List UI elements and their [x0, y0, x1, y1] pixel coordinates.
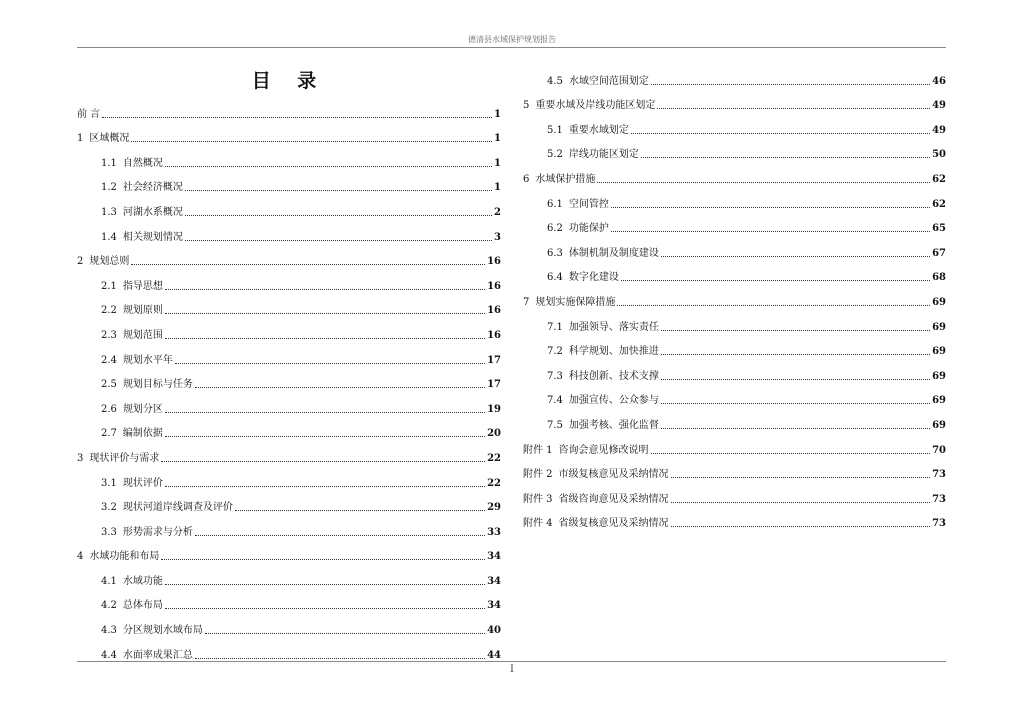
toc-entry-page: 2: [494, 206, 501, 218]
toc-entry-label: 空间管控: [568, 198, 609, 210]
toc-entry[interactable]: [77, 539, 501, 564]
toc-entry-page: 33: [487, 526, 501, 538]
toc-entry[interactable]: [77, 588, 501, 613]
toc-entry-page: 17: [487, 379, 501, 391]
toc-entry[interactable]: [77, 145, 501, 170]
toc-leader-dots: [661, 379, 930, 380]
toc-entry-page: 50: [932, 149, 946, 161]
toc-column-right: [523, 63, 946, 530]
toc-entry[interactable]: [523, 383, 946, 408]
toc-entry-label: 水域功能: [122, 575, 163, 587]
toc-entry-number: 3.3: [101, 526, 117, 538]
toc-entry-label: 市级复核意见及采纳情况: [558, 469, 669, 481]
toc-entry-page: 29: [487, 502, 501, 514]
toc-entry-label: 加强考核、强化监督: [568, 419, 659, 431]
toc-leader-dots: [195, 535, 485, 536]
toc-entry-number: 1.1: [101, 157, 117, 169]
toc-entry-label: 科学规划、加快推进: [568, 346, 659, 358]
toc-entry[interactable]: [77, 465, 501, 490]
toc-entry-number: 3.1: [101, 477, 117, 489]
toc-leader-dots: [661, 256, 930, 257]
toc-entry-label: 省级咨询意见及采纳情况: [558, 493, 669, 505]
toc-entry-number: 5: [523, 100, 530, 112]
toc-entry-page: 17: [487, 354, 501, 366]
toc-entry-number: 2.4: [101, 354, 117, 366]
toc-entry[interactable]: [77, 367, 501, 392]
toc-entry[interactable]: [523, 481, 946, 506]
toc-entry-number: 2.7: [101, 428, 117, 440]
toc-entry-number: 6.3: [547, 247, 563, 259]
toc-entry-page: 34: [487, 600, 501, 612]
toc-entry-number: 附件 2: [523, 469, 553, 481]
toc-entry[interactable]: [523, 186, 946, 211]
toc-title: 目 录: [251, 70, 327, 92]
toc-leader-dots: [161, 461, 485, 462]
toc-leader-dots: [661, 330, 930, 331]
toc-leader-dots: [611, 231, 930, 232]
toc-entry-label: 现状评价与需求: [89, 452, 160, 464]
toc-column-left: [77, 96, 501, 662]
toc-entry-page: 73: [932, 469, 946, 481]
toc-entry-number: 附件 3: [523, 493, 553, 505]
toc-entry-page: 34: [487, 575, 501, 587]
toc-leader-dots: [165, 289, 485, 290]
toc-entry-label: 形势需求与分析: [122, 526, 193, 538]
toc-entry-number: 1.2: [101, 182, 117, 194]
toc-entry[interactable]: [523, 260, 946, 285]
toc-entry-page: 49: [932, 100, 946, 112]
toc-entry-label: 重要水域及岸线功能区划定: [535, 100, 656, 112]
toc-entry-label: 分区规划水域布局: [122, 625, 203, 637]
toc-entry-number: 4: [77, 551, 84, 563]
toc-entry[interactable]: [523, 457, 946, 482]
toc-entry-number: 6.4: [547, 272, 563, 284]
toc-entry-label: 科技创新、技术支撑: [568, 370, 659, 382]
toc-entry-label: 水面率成果汇总: [122, 649, 193, 661]
toc-leader-dots: [661, 354, 930, 355]
toc-leader-dots: [185, 240, 492, 241]
toc-entry[interactable]: [77, 244, 501, 269]
footer-rule: [77, 661, 946, 662]
toc-entry[interactable]: [523, 161, 946, 186]
toc-entry-label: 河湖水系概况: [122, 206, 183, 218]
toc-entry[interactable]: [77, 268, 501, 293]
toc-leader-dots: [165, 584, 485, 585]
toc-entry[interactable]: [523, 334, 946, 359]
toc-entry-number: 3: [77, 452, 84, 464]
toc-entry[interactable]: [523, 63, 946, 88]
toc-entry-label: 加强宣传、公众参与: [568, 395, 659, 407]
toc-entry-label: 体制机制及制度建设: [568, 247, 659, 259]
toc-entry-number: 1.3: [101, 206, 117, 218]
toc-entry-label: 规划原则: [122, 305, 163, 317]
toc-leader-dots: [671, 526, 931, 527]
toc-entry-label: 咨询会意见修改说明: [558, 444, 649, 456]
toc-entry-page: 44: [487, 649, 501, 661]
toc-entry[interactable]: [77, 219, 501, 244]
toc-entry[interactable]: [77, 563, 501, 588]
toc-entry-number: 4.3: [101, 625, 117, 637]
toc-entry-number: 3.2: [101, 502, 117, 514]
toc-entry-number: 1.4: [101, 231, 117, 243]
toc-leader-dots: [661, 428, 930, 429]
toc-leader-dots: [165, 313, 485, 314]
toc-entry-label: 区域概况: [89, 133, 130, 145]
toc-entry[interactable]: [523, 309, 946, 334]
toc-leader-dots: [195, 658, 485, 659]
toc-entry-label: 现状河道岸线调查及评价: [122, 502, 233, 514]
toc-entry[interactable]: [77, 293, 501, 318]
toc-entry-page: 69: [932, 346, 946, 358]
toc-leader-dots: [165, 486, 485, 487]
toc-entry-number: 2.1: [101, 280, 117, 292]
toc-entry[interactable]: [523, 407, 946, 432]
toc-entry-page: 69: [932, 321, 946, 333]
toc-entry-page: 1: [494, 157, 501, 169]
toc-entry-label: 加强领导、落实责任: [568, 321, 659, 333]
toc-entry[interactable]: [523, 358, 946, 383]
toc-entry-label: 水域功能和布局: [89, 551, 160, 563]
toc-entry-number: 4.2: [101, 600, 117, 612]
toc-entry-number: 2.6: [101, 403, 117, 415]
toc-entry-number: 4.4: [101, 649, 117, 661]
toc-entry-page: 73: [932, 493, 946, 505]
toc-leader-dots: [185, 190, 492, 191]
toc-entry[interactable]: [77, 194, 501, 219]
toc-entry-label: 省级复核意见及采纳情况: [558, 518, 669, 530]
toc-entry[interactable]: [77, 96, 501, 121]
toc-entry[interactable]: [523, 235, 946, 260]
toc-entry-label: 规划水平年: [122, 354, 173, 366]
toc-entry-number: 7.1: [547, 321, 563, 333]
toc-entry[interactable]: [77, 391, 501, 416]
page-number: I: [510, 664, 514, 675]
toc-entry-page: 16: [487, 280, 501, 292]
toc-leader-dots: [235, 510, 485, 511]
toc-leader-dots: [185, 215, 492, 216]
toc-entry-label: 指导思想: [122, 280, 163, 292]
toc-entry-number: 2.5: [101, 379, 117, 391]
toc-entry-page: 16: [487, 256, 501, 268]
toc-entry-label: 编制依据: [122, 428, 163, 440]
toc-entry[interactable]: [77, 121, 501, 146]
toc-entry-page: 49: [932, 124, 946, 136]
toc-entry-page: 70: [932, 444, 946, 456]
toc-entry-number: 2.2: [101, 305, 117, 317]
toc-leader-dots: [641, 157, 930, 158]
toc-leader-dots: [165, 338, 485, 339]
toc-leader-dots: [661, 403, 930, 404]
toc-entry-page: 19: [487, 403, 501, 415]
toc-entry-label: 规划总则: [89, 256, 130, 268]
toc-entry[interactable]: [523, 432, 946, 457]
toc-entry-page: 46: [932, 75, 946, 87]
toc-entry-label: 规划目标与任务: [122, 379, 193, 391]
toc-leader-dots: [651, 453, 931, 454]
toc-entry-label: 岸线功能区划定: [568, 149, 639, 161]
toc-entry-label: 现状评价: [122, 477, 163, 489]
toc-entry-label: 规划分区: [122, 403, 163, 415]
toc-entry-page: 22: [487, 477, 501, 489]
toc-entry[interactable]: [523, 284, 946, 309]
toc-entry[interactable]: [77, 440, 501, 465]
toc-entry-page: 69: [932, 419, 946, 431]
toc-entry-page: 73: [932, 518, 946, 530]
toc-leader-dots: [175, 363, 485, 364]
toc-leader-dots: [165, 608, 485, 609]
toc-entry-label: 相关规划情况: [122, 231, 183, 243]
toc-leader-dots: [165, 412, 485, 413]
toc-entry[interactable]: [523, 506, 946, 531]
toc-entry-number: 2.3: [101, 329, 117, 341]
toc-entry-number: 4.1: [101, 575, 117, 587]
toc-entry-number: 2: [77, 256, 84, 268]
toc-leader-dots: [651, 84, 930, 85]
toc-entry-label: 功能保护: [568, 223, 609, 235]
running-header: 德清县水域保护规划报告: [468, 35, 556, 44]
toc-entry-label: 水域空间范围划定: [568, 75, 649, 87]
toc-leader-dots: [165, 166, 492, 167]
toc-entry-number: 4.5: [547, 75, 563, 87]
toc-entry-label: 重要水域划定: [568, 124, 629, 136]
toc-entry[interactable]: [77, 514, 501, 539]
toc-entry-page: 69: [932, 296, 946, 308]
toc-leader-dots: [102, 117, 492, 118]
toc-entry-page: 68: [932, 272, 946, 284]
toc-entry-number: 5.1: [547, 124, 563, 136]
toc-entry[interactable]: [77, 170, 501, 195]
toc-leader-dots: [611, 207, 930, 208]
toc-entry-label: 数字化建设: [568, 272, 619, 284]
toc-entry-number: 6.1: [547, 198, 563, 210]
toc-entry-page: 34: [487, 551, 501, 563]
toc-entry-page: 20: [487, 428, 501, 440]
toc-entry[interactable]: [77, 637, 501, 662]
toc-entry[interactable]: [77, 317, 501, 342]
toc-entry[interactable]: [77, 416, 501, 441]
toc-entry-label: 社会经济概况: [122, 182, 183, 194]
toc-entry-label: 前 言: [77, 108, 101, 120]
toc-entry-number: 附件 4: [523, 518, 553, 530]
toc-entry-number: 7.2: [547, 346, 563, 358]
toc-entry[interactable]: [523, 112, 946, 137]
toc-entry-page: 16: [487, 329, 501, 341]
toc-entry-page: 16: [487, 305, 501, 317]
toc-entry-number: 7.3: [547, 370, 563, 382]
toc-leader-dots: [165, 436, 485, 437]
toc-entry-number: 附件 1: [523, 444, 553, 456]
toc-entry-page: 69: [932, 395, 946, 407]
toc-leader-dots: [621, 280, 930, 281]
toc-entry-number: 7: [523, 296, 530, 308]
toc-entry-label: 规划实施保障措施: [535, 296, 616, 308]
toc-entry-number: 6.2: [547, 223, 563, 235]
toc-entry[interactable]: [77, 490, 501, 515]
toc-leader-dots: [131, 141, 492, 142]
toc-leader-dots: [161, 559, 485, 560]
toc-entry-page: 22: [487, 452, 501, 464]
toc-leader-dots: [671, 502, 931, 503]
toc-entry-page: 62: [932, 173, 946, 185]
toc-leader-dots: [657, 108, 930, 109]
toc-entry[interactable]: [523, 211, 946, 236]
toc-entry-page: 3: [494, 231, 501, 243]
toc-entry[interactable]: [523, 88, 946, 113]
toc-leader-dots: [671, 477, 931, 478]
toc-entry-label: 水域保护措施: [535, 173, 596, 185]
toc-entry-number: 1: [77, 133, 84, 145]
toc-entry[interactable]: [523, 137, 946, 162]
toc-entry-page: 62: [932, 198, 946, 210]
toc-entry-page: 69: [932, 370, 946, 382]
toc-leader-dots: [205, 633, 485, 634]
toc-entry[interactable]: [77, 612, 501, 637]
toc-entry-label: 总体布局: [122, 600, 163, 612]
toc-leader-dots: [597, 182, 930, 183]
toc-entry-label: 规划范围: [122, 329, 163, 341]
toc-entry-page: 1: [494, 133, 501, 145]
toc-entry-number: 7.5: [547, 419, 563, 431]
toc-entry-page: 67: [932, 247, 946, 259]
toc-entry-number: 6: [523, 173, 530, 185]
toc-entry-label: 自然概况: [122, 157, 163, 169]
toc-entry-number: 5.2: [547, 149, 563, 161]
toc-entry[interactable]: [77, 342, 501, 367]
toc-leader-dots: [617, 305, 930, 306]
toc-entry-page: 1: [494, 182, 501, 194]
toc-entry-page: 40: [487, 625, 501, 637]
toc-leader-dots: [195, 387, 485, 388]
toc-entry-page: 65: [932, 223, 946, 235]
toc-leader-dots: [131, 264, 485, 265]
toc-leader-dots: [631, 133, 930, 134]
header-rule: [77, 47, 946, 48]
toc-entry-page: 1: [494, 108, 501, 120]
toc-entry-number: 7.4: [547, 395, 563, 407]
